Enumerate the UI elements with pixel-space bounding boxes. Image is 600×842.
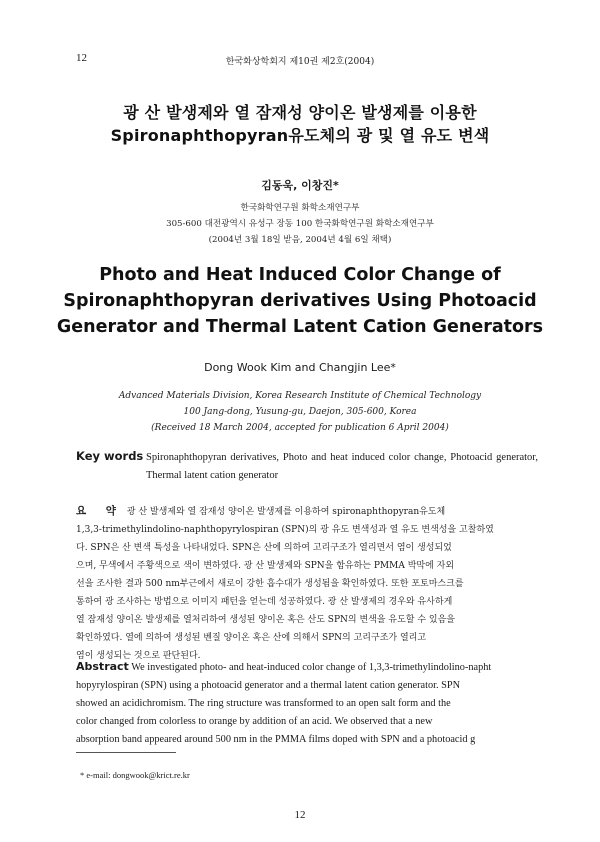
korean-title-line-2: Spironaphthopyran유도체의 광 및 열 유도 변색 [110,126,490,145]
english-dates: (Received 18 March 2004, accepted for publication 6 April 2004) [151,423,449,433]
page-number-top: 12 [76,52,87,64]
page-number-bottom: 12 [294,809,306,821]
korean-affiliation-1: 한국화학연구원 화학소재연구부 [240,203,360,213]
korean-authors: 김동욱, 이창진* [261,179,339,192]
korean-abstract-line: 확인하였다. 열에 의하여 생성된 벤질 양이온 혹은 산에 의해서 SPN의 고리구조가 열리고 [76,633,427,643]
korean-abstract-line: 으며, 무색에서 주황색으로 색이 변하였다. 광 산 발생제와 SPN을 함유하는 PMMA 박막에 자외 [76,561,455,571]
korean-abstract-line: 광 산 발생제와 열 잠재성 양이온 발생제를 이용하여 spironaphthopyran유도체 [123,507,446,517]
korean-abstract [76,502,538,665]
keywords-text: Spironaphthopyran derivatives, Photo and heat induced color change, Photoacid generator, Thermal latent cation generator [146,452,538,481]
english-affiliation-1: Advanced Materials Division, Korea Research Institute of Chemical Technology [118,391,482,401]
english-abstract-line: showed an acidichromism. The ring structure was transformed to an open salt form and the [76,698,451,709]
english-abstract-line: absorption band appeared around 500 nm in the PMMA films doped with SPN and a photoacid g [76,734,476,745]
footnote-divider [76,752,176,753]
english-abstract-line: color changed from colorless to orange by addition of an acid. We observed that a new [76,716,433,727]
korean-abstract-label: 요 약 [76,505,124,517]
korean-abstract-line: 열 잠재성 양이온 발생제를 열처리하여 생성된 양이온 혹은 산도 SPN의 변색을 유도할 수 있음을 [76,615,455,625]
english-title-line-3: Generator and Thermal Latent Cation Generators [56,317,544,337]
korean-affiliation-2: 305-600 대전광역시 유성구 장동 100 한국화학연구원 화학소재연구부 [166,219,434,229]
english-affiliation-2: 100 Jang-dong, Yusung-gu, Daejon, 305-600, Korea [183,407,417,417]
english-abstract [76,658,538,749]
english-title-line-2: Spironaphthopyran derivatives Using Photoacid [63,291,537,311]
english-abstract-label: Abstract [76,660,129,673]
keywords-label: Key words [76,449,144,463]
english-authors: Dong Wook Kim and Changjin Lee* [204,361,396,374]
journal-header: 한국화상학회지 제10권 제2호(2004) [225,57,375,67]
english-abstract-line: hopyrylospiran (SPN) using a photoacid generator and a thermal latent cation generator. SPN [76,680,461,691]
korean-dates: (2004년 3월 18일 받음, 2004년 4월 6일 채택) [208,235,392,245]
english-abstract-line: We investigated photo- and heat-induced color change of 1,3,3-trimethylindolino-napht [128,662,492,673]
korean-abstract-line: 통하여 광 조사하는 방법으로 이미지 패턴을 얻는데 성공하였다. 광 산 발생제의 경우와 유사하게 [76,597,453,607]
english-title-line-1: Photo and Heat Induced Color Change of [99,265,501,285]
korean-abstract-line: 선을 조사한 결과 500 nm부근에서 새로이 강한 흡수대가 생성됨을 확인하였다. 또한 포토마스크를 [76,579,464,589]
korean-abstract-line: 염이 생성되는 것으로 판단된다. [76,651,201,661]
footnote-email: * e-mail: dongwook@krict.re.kr [80,770,190,780]
korean-abstract-line: 다. SPN은 산 변색 특성을 나타내었다. SPN은 산에 의하여 고리구조가 열리면서 염이 생성되었 [76,543,452,553]
korean-title-line-1: 광 산 발생제와 열 잠재성 양이온 발생제를 이용한 [123,103,477,122]
korean-abstract-line: 1,3,3-trimethylindolino-naphthopyrylospiran (SPN)의 광 유도 변색성과 열 유도 변색성을 고찰하였 [76,525,494,535]
